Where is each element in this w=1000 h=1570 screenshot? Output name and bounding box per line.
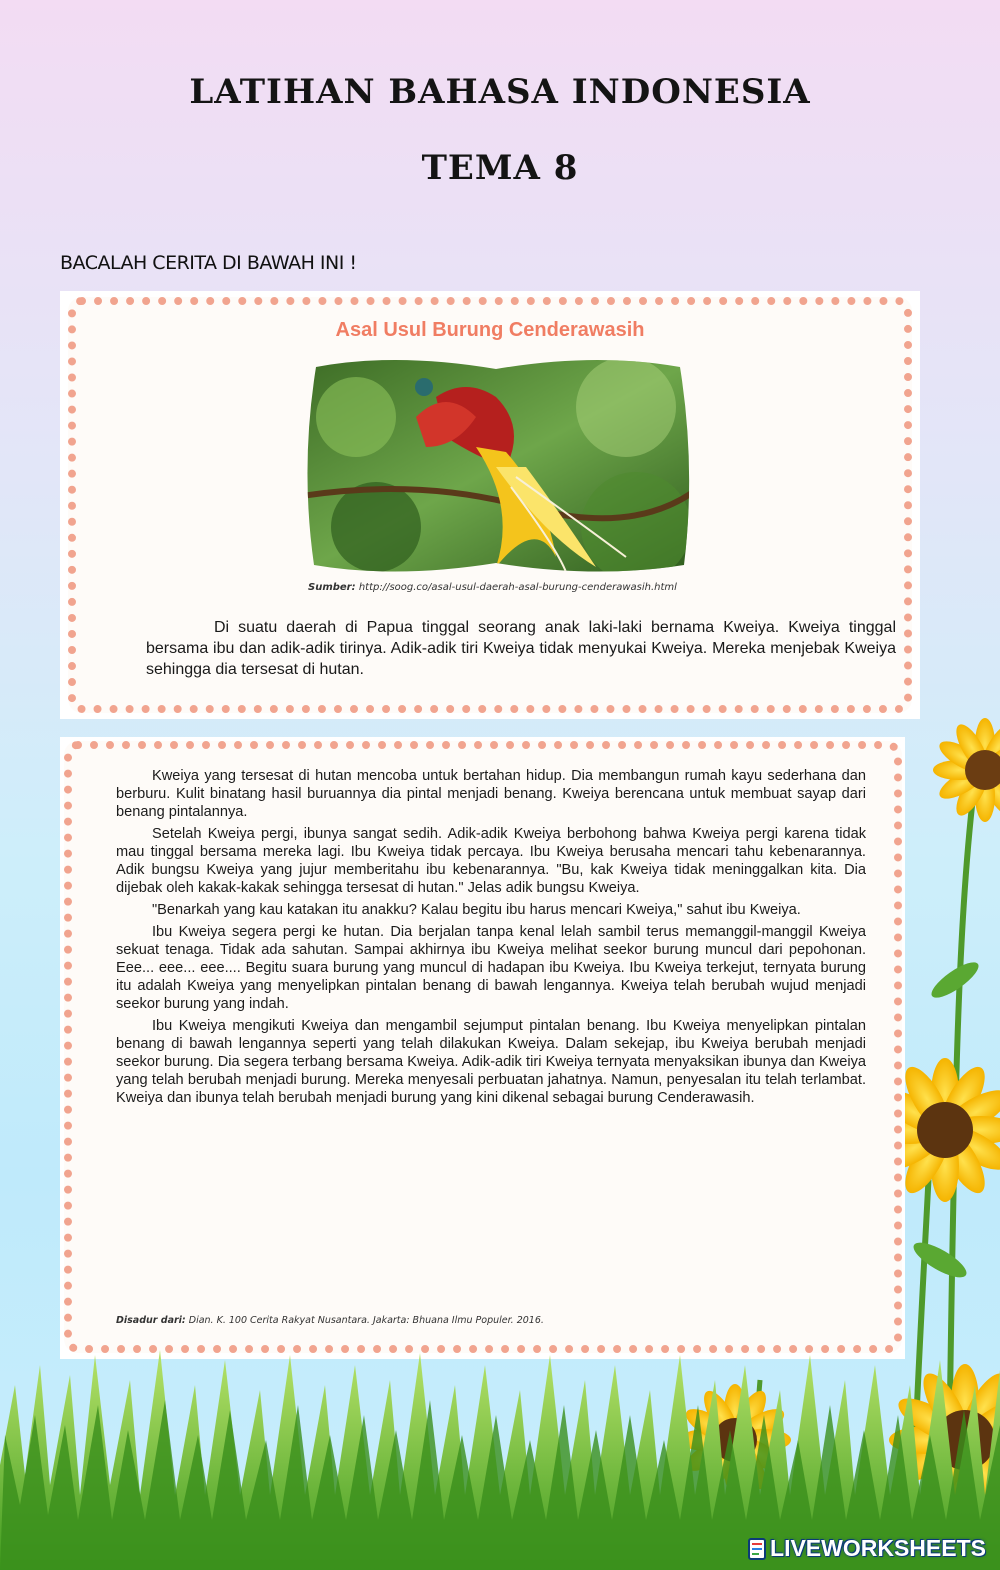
story-card-top [60,291,920,719]
worksheet-theme: TEMA 8 [421,148,579,188]
source-link: http://soog.co/asal-usul-daerah-asal-burung-cenderawasih.html [358,582,677,593]
story-paragraph: Ibu Kweiya segera pergi ke hutan. Dia berjalan tanpa kenal lelah sambil terus memanggil-manggil Kweiya sekuat tenaga. Tidak ada sahutan. Sampai akhirnya ibu Kweiya melihat seekor burung muncul dari pepohonan. Eee... eee... eee.... Begitu suara burung yang muncul di hadapan ibu Kweiya. Ibu Kweiya terkejut, ternyata burung itu adalah Kweiya yang menyelipkan pintalan benang di bawah lengannya. Kweiya telah berubah wujud menjadi seekor burung yang indah. [116,924,866,1012]
story-card-bottom [60,737,905,1359]
story-paragraph: "Benarkah yang kau katakan itu anakku? Kalau begitu ibu harus mencari Kweiya," sahut ibu Kweiya. [152,902,801,918]
reading-instruction: BACALAH CERITA DI BAWAH INI ! [60,252,357,274]
credit-label: Disadur dari: [116,1315,186,1326]
story-card-bottom-frame [64,741,902,1353]
source-label: Sumber: [308,582,356,593]
story-paragraph: Di suatu daerah di Papua tinggal seorang anak laki-laki bernama Kweiya. Kweiya tinggal bersama ibu dan adik-adik tirinya. Adik-adik tiri Kweiya tidak menyukai Kweiya. Mereka menjebak Kweiya sehingga dia tersesat di hutan. [146,619,896,678]
brand-name: LIVEWORKSHEETS [770,1535,986,1561]
story-paragraph: Setelah Kweiya pergi, ibunya sangat sedih. Adik-adik Kweiya berbohong bahwa Kweiya pergi karena tidak mau tinggal bersama mereka lagi. Ibu Kweiya tidak percaya. Ibu Kweiya berusaha mencari tahu kebenarannya. Adik bungsu Kweiya yang jujur memberitahu ibu kebenarannya. "Bu, kak Kweiya tidak meninggalkan kita. Dia dijebak oleh kakak-kakak sehingga tersesat di hutan." Jelas adik bungsu Kweiya. [116,826,866,896]
story-credit [116,1315,544,1326]
liveworksheets-logo [748,1535,986,1562]
credit-text: Dian. K. 100 Cerita Rakyat Nusantara. Jakarta: Bhuana Ilmu Populer. 2016. [188,1315,544,1326]
story-card-top-frame [68,297,912,713]
worksheet-title: LATIHAN BAHASA INDONESIA [189,72,811,112]
bird-of-paradise-photo [296,357,700,575]
story-paragraph: Kweiya yang tersesat di hutan mencoba untuk bertahan hidup. Dia membangun rumah kayu sederhana dan berburu. Kulit binatang hasil buruannya dia pintal menjadi benang. Kweiya berencana untuk membuat sayap dari benang pintalannya. [116,768,866,820]
story-paragraph: Ibu Kweiya mengikuti Kweiya dan mengambil sejumput pintalan benang. Ibu Kweiya menyelipkan pintalan benang di bawah lengannya seperti yang telah dilakukan Kweiya. Dalam sekejap, ibu Kweiya berubah menjadi seekor burung. Dia segera terbang bersama Kweiya. Adik-adik tiri Kweiya ternyata menyaksikan ibunya dan Kweiya yang telah berubah menjadi burung. Mereka menyesali perbuatan jahatnya. Namun, penyesalan itu telah terlambat. Kweiya dan ibunya telah berubah menjadi burung yang kini dikenal sebagai burung Cenderawasih. [116,1018,866,1106]
liveworksheets-logo-icon [748,1538,766,1560]
story-intro [146,617,896,680]
story-body [116,767,866,1111]
photo-source [308,581,708,594]
story-title: Asal Usul Burung Cenderawasih [335,319,645,341]
